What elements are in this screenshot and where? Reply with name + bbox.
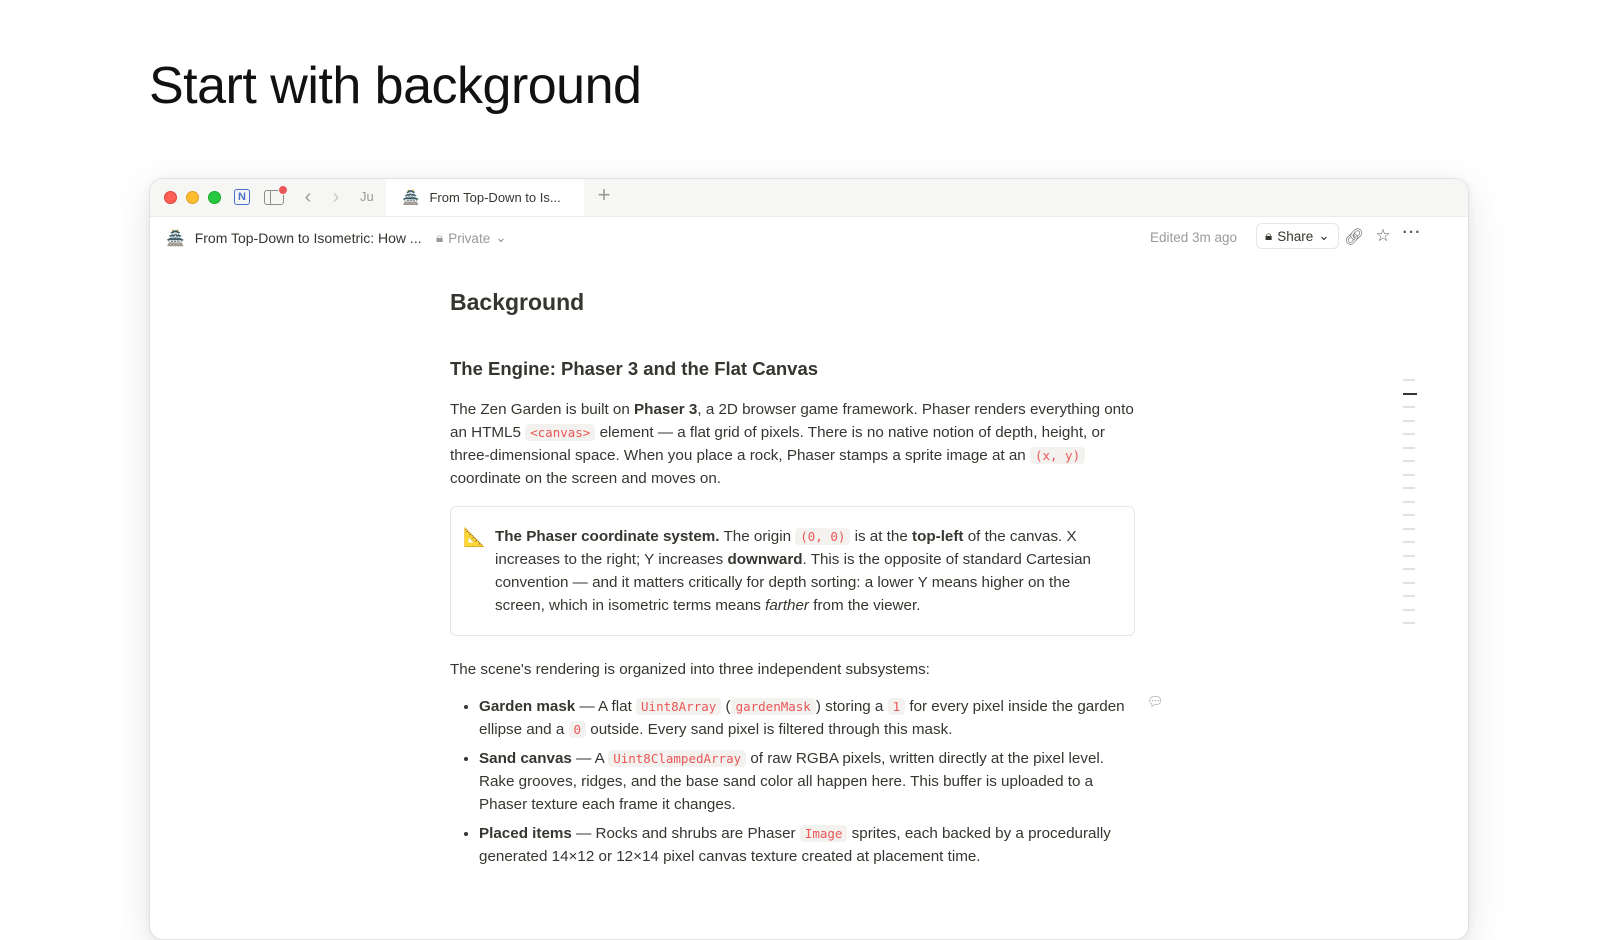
link-icon[interactable]: 🔗︎ [1344,229,1365,246]
chevron-down-icon: ⌄ [495,230,507,245]
toc-marker[interactable] [1403,447,1415,449]
toc-marker[interactable] [1403,487,1415,489]
tab-active[interactable] [386,179,584,216]
toc-marker[interactable] [1403,622,1415,624]
toc-marker[interactable] [1403,460,1415,462]
toc-marker[interactable] [1403,379,1415,381]
page-emoji-icon: 🏯 [402,189,420,205]
page-topbar [150,217,1468,259]
chevron-right-icon[interactable]: › [332,185,340,208]
star-icon[interactable]: ☆ [1375,226,1391,245]
heading-1: Background [450,289,585,315]
inline-code: Uint8Array [636,698,721,715]
inline-code: Uint8ClampedArray [608,750,746,767]
bullet-list [450,695,1135,868]
toc-marker[interactable] [1403,541,1415,543]
inline-code: 1 [888,698,906,715]
toc-marker[interactable] [1403,595,1415,597]
close-window-button[interactable] [164,191,177,204]
list-item: • Garden mask — A flat Uint8Array ( gardenMask ) storing a 1 for every pixel inside the garden ellipse and a 0 outside. Every sand pixel is filtered through this mask. [479,695,1135,741]
breadcrumb-label: From Top-Down to Isometric: How ... [194,230,422,246]
inline-code: (0, 0) [795,528,850,545]
toc-marker[interactable] [1403,528,1415,530]
app-window [149,178,1469,940]
page-content [450,289,1135,874]
tab-label: From Top-Down to Is... [429,190,561,205]
tab-bar [150,179,1468,217]
list-item: • Sand canvas — A Uint8ClampedArray of raw RGBA pixels, written directly at the pixel level. Rake grooves, ridges, and the base sand color all happen here. This buffer is uploaded to a Phaser texture each frame it changes. [479,747,1135,816]
zoom-window-button[interactable] [208,191,221,204]
privacy-dropdown[interactable] [436,230,507,246]
toc-marker[interactable] [1403,609,1415,611]
edited-timestamp: Edited 3m ago [1150,230,1238,245]
toc-marker[interactable] [1403,420,1415,422]
minimize-window-button[interactable] [186,191,199,204]
slide-title: Start with background [149,57,642,115]
toc-marker[interactable] [1403,514,1415,516]
lock-icon: 🔒︎ [436,230,444,245]
chevron-left-icon[interactable]: ‹ [304,185,312,208]
notion-logo-icon[interactable]: N [234,189,250,205]
callout-block: 📐 The Phaser coordinate system. The origin (0, 0) is at the top-left of the canvas. X increases to the right; Y increases downward. This is the opposite of standard Cartesian convention — and it matters critically for depth sorting: a lower Y means higher on the screen, which in isometric terms means farther from the viewer. [450,506,1135,636]
chevron-down-icon: ⌄ [1318,228,1330,243]
table-of-contents-rail[interactable] [1401,379,1417,636]
more-icon[interactable]: ··· [1402,224,1422,241]
toc-marker[interactable] [1403,501,1415,503]
list-item: • Placed items — Rocks and shrubs are Phaser Image sprites, each backed by a procedurally generated 14×12 or 12×14 pixel canvas texture created at placement time. [479,822,1135,868]
lock-icon: 🔒︎ [1265,228,1273,243]
paragraph: The Zen Garden is built on Phaser 3, a 2D browser game framework. Phaser renders everything onto an HTML5 <canvas> element — a flat grid of pixels. There is no native notion of depth, height, or three-dimensional space. When you place a rock, Phaser stamps a sprite image at an (x, y) coordinate on the screen and moves on. [450,401,1134,487]
toc-marker[interactable] [1403,433,1415,435]
inline-code: (x, y) [1030,447,1085,464]
inline-code: gardenMask [731,698,816,715]
plus-icon[interactable]: + [597,182,611,207]
toc-marker[interactable] [1403,555,1415,557]
tab-previous[interactable]: Ju [360,189,374,204]
toc-marker[interactable] [1403,406,1415,408]
toc-marker[interactable] [1403,582,1415,584]
toc-marker[interactable] [1403,568,1415,570]
heading-2: The Engine: Phaser 3 and the Flat Canvas [450,358,819,379]
inline-code: 0 [569,721,587,738]
toc-marker[interactable] [1403,474,1415,476]
notification-dot [278,185,288,195]
privacy-label: Private [448,230,491,246]
inline-code: Image [800,825,848,842]
breadcrumb[interactable] [166,229,422,247]
share-label: Share [1277,228,1314,244]
paragraph: The scene's rendering is organized into three independent subsystems: [450,661,930,678]
triangle-ruler-icon[interactable]: 📐 [463,527,486,547]
page-emoji-icon: 🏯 [166,230,185,247]
share-button[interactable] [1256,223,1339,249]
inline-code: <canvas> [525,424,595,441]
toc-marker-active[interactable] [1403,393,1417,395]
comment-icon[interactable]: 💬︎ [1147,694,1164,709]
